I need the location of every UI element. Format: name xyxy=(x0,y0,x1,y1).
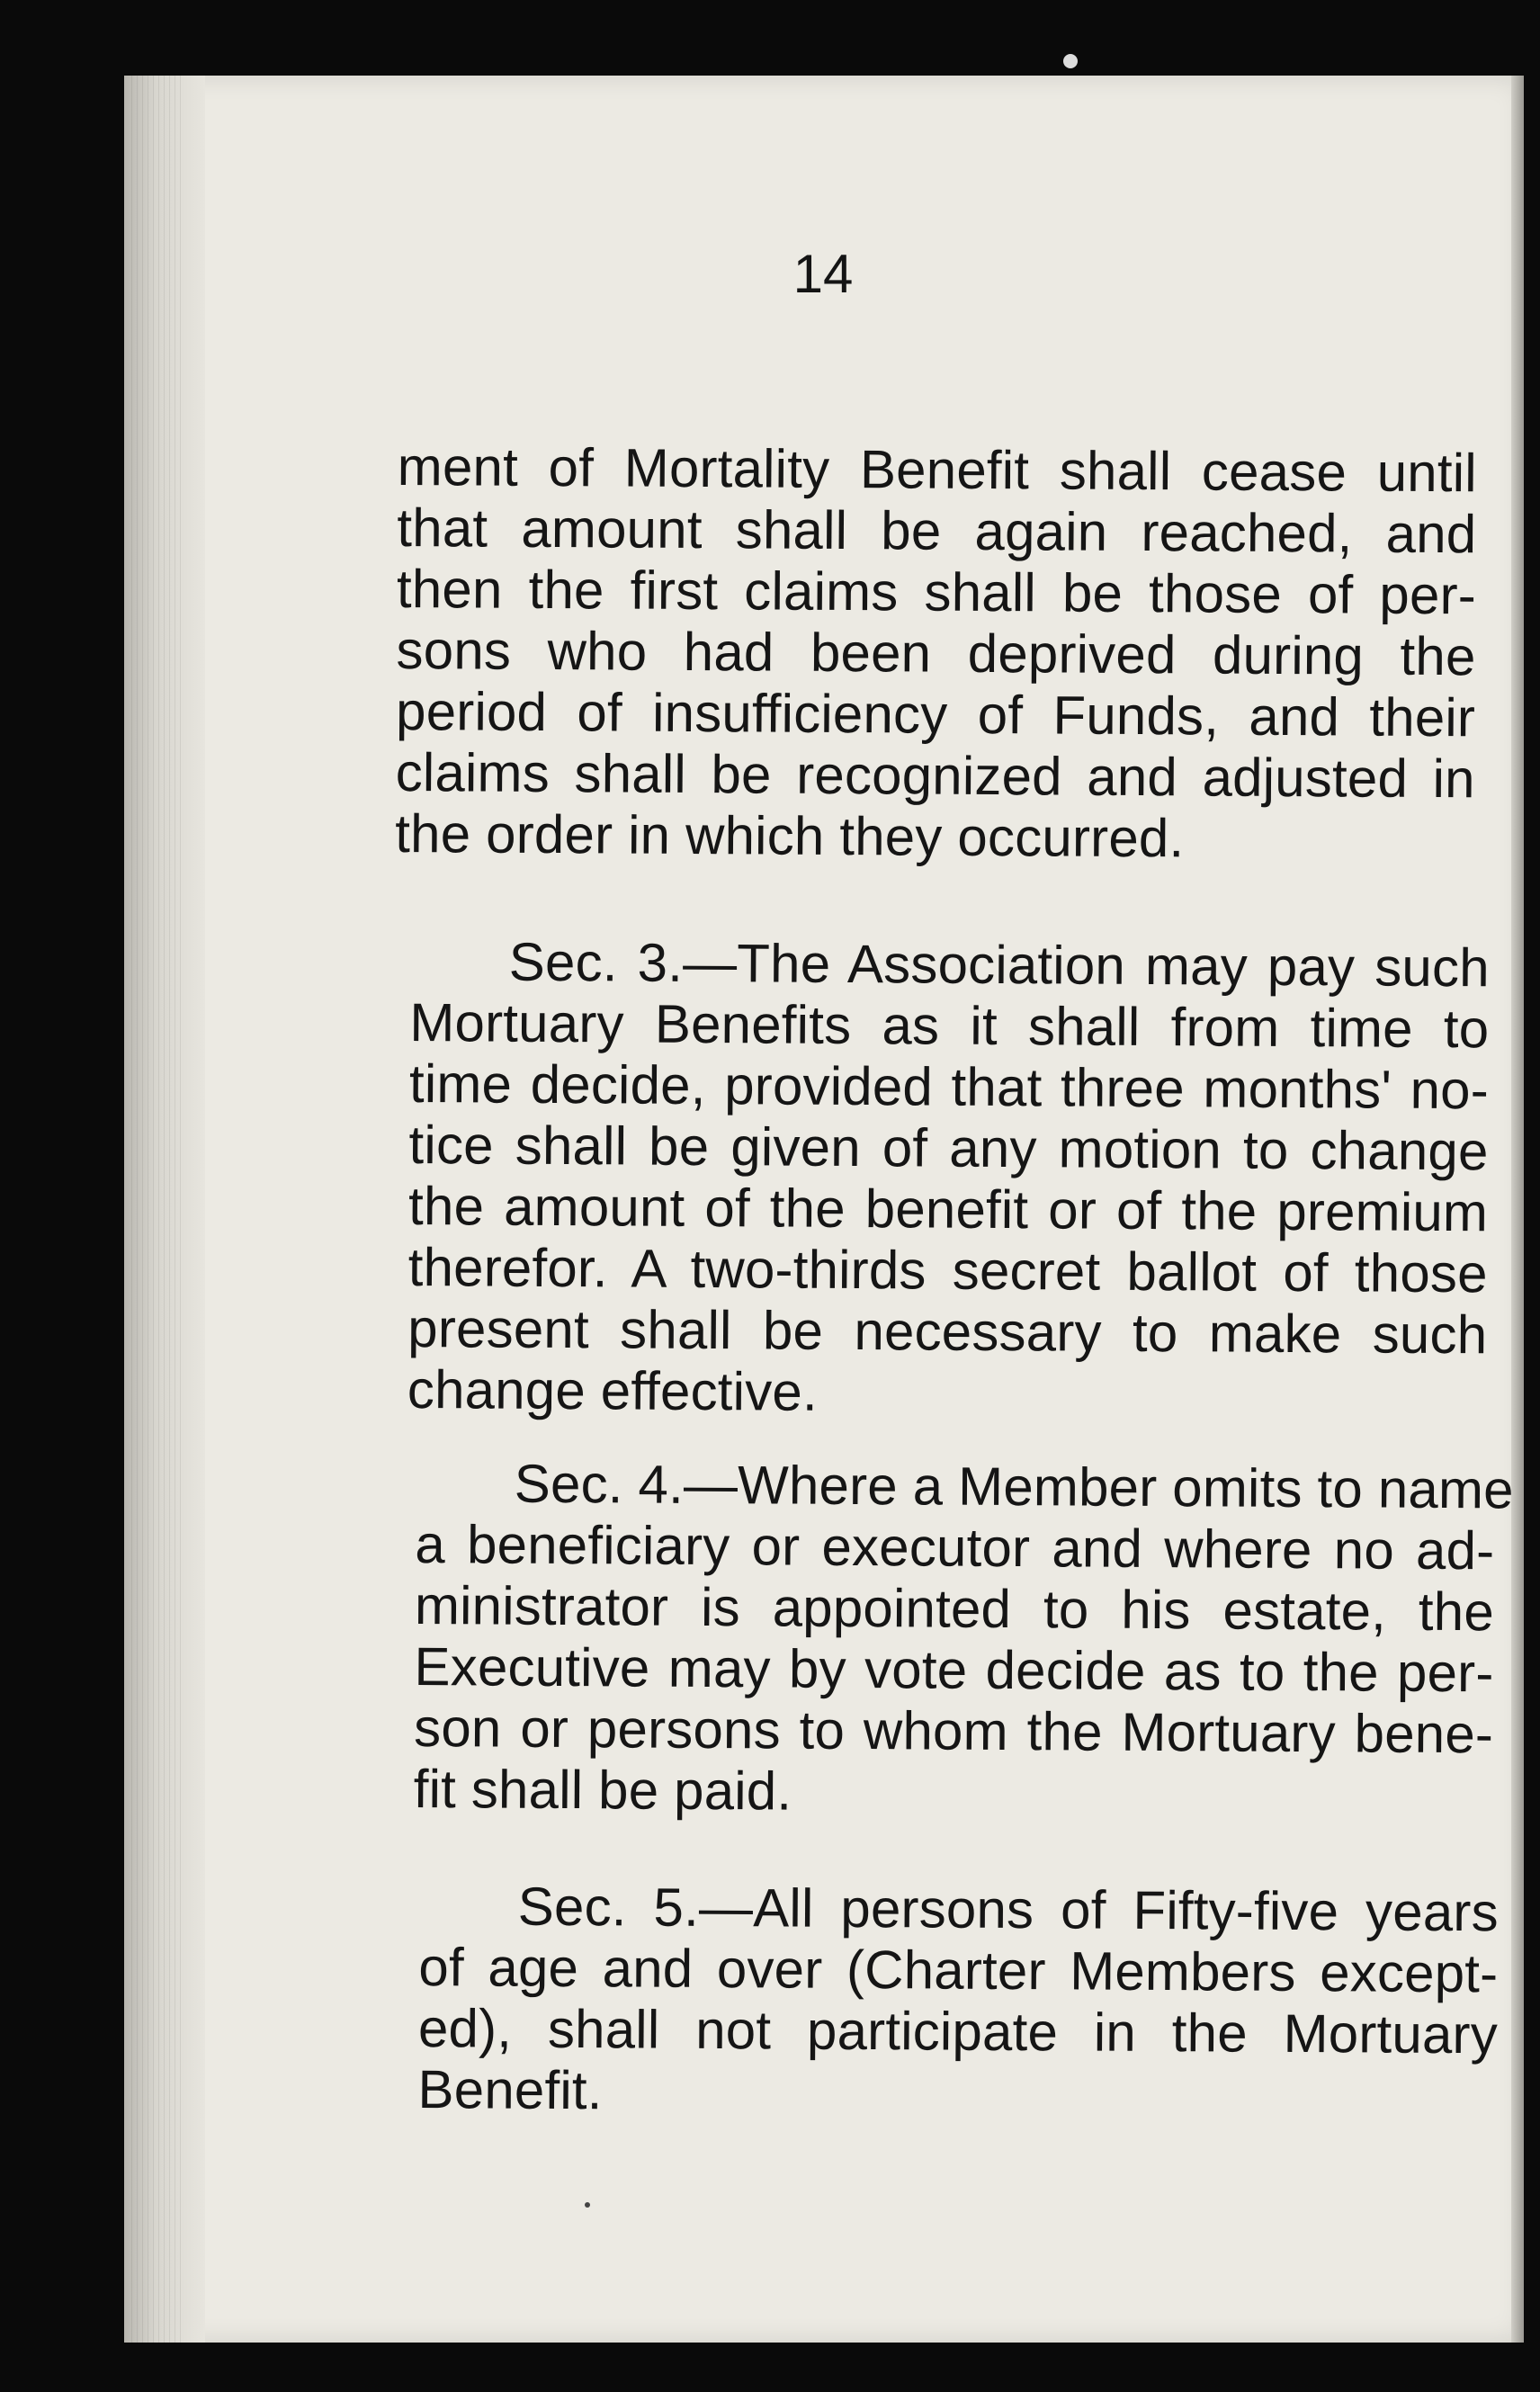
binding-gutter xyxy=(124,76,205,2343)
section-5-paragraph xyxy=(417,1876,1499,2127)
text-line: Mortuary Benefits as it shall from time to xyxy=(409,991,1490,1060)
text-line: son or persons to whom the Mortuary bene- xyxy=(413,1697,1494,1765)
page-right-edge xyxy=(1511,76,1524,2343)
text-line: present shall be necessary to make such xyxy=(407,1297,1488,1366)
text-line: the order in which they occurred. xyxy=(395,802,1185,869)
section-3-paragraph xyxy=(407,931,1490,1427)
text-line: tice shall be given of any motion to change xyxy=(408,1114,1489,1182)
text-line: ment of Mortality Benefit shall cease until xyxy=(397,436,1477,504)
section-heading-line: Sec. 4.—Where a Member omits to name xyxy=(514,1453,1514,1520)
gutter-texture xyxy=(131,76,185,2343)
text-line: ed), shall not participate in the Mortuary xyxy=(417,1997,1499,2065)
text-line: time decide, provided that three months' no- xyxy=(408,1053,1490,1121)
section-heading-line: Sec. 3.—The Association may pay such xyxy=(508,931,1490,999)
text-line: Executive may by vote decide as to the per- xyxy=(414,1635,1494,1704)
text-line: therefor. A two-thirds secret ballot of those xyxy=(407,1236,1488,1304)
text-line: the amount of the benefit or of the premium xyxy=(407,1175,1489,1243)
text-line: fit shall be paid. xyxy=(413,1758,792,1822)
text-line: sons who had been deprived during the xyxy=(396,619,1476,687)
page-number: 14 xyxy=(792,244,854,304)
text-line: Benefit. xyxy=(417,2058,603,2121)
text-line: that amount shall be again reached, and xyxy=(397,497,1477,565)
text-line: then the first claims shall be those of per- xyxy=(396,558,1477,626)
scan-speck xyxy=(1063,54,1078,68)
text-line: period of insufficiency of Funds, and their xyxy=(395,680,1476,748)
text-line: ministrator is appointed to his estate, the xyxy=(414,1574,1495,1643)
paragraph-continuation xyxy=(395,436,1477,871)
text-line: a beneficiary or executor and where no ad- xyxy=(415,1513,1495,1581)
text-line: claims shall be recognized and adjusted in xyxy=(395,741,1475,810)
text-line: of age and over (Charter Members except- xyxy=(418,1936,1499,2004)
text-line: change effective. xyxy=(407,1358,819,1422)
section-heading-line: Sec. 5.—All persons of Fifty-five years xyxy=(517,1876,1499,1943)
section-4-paragraph xyxy=(413,1453,1514,1826)
scan-speck xyxy=(585,2202,590,2208)
